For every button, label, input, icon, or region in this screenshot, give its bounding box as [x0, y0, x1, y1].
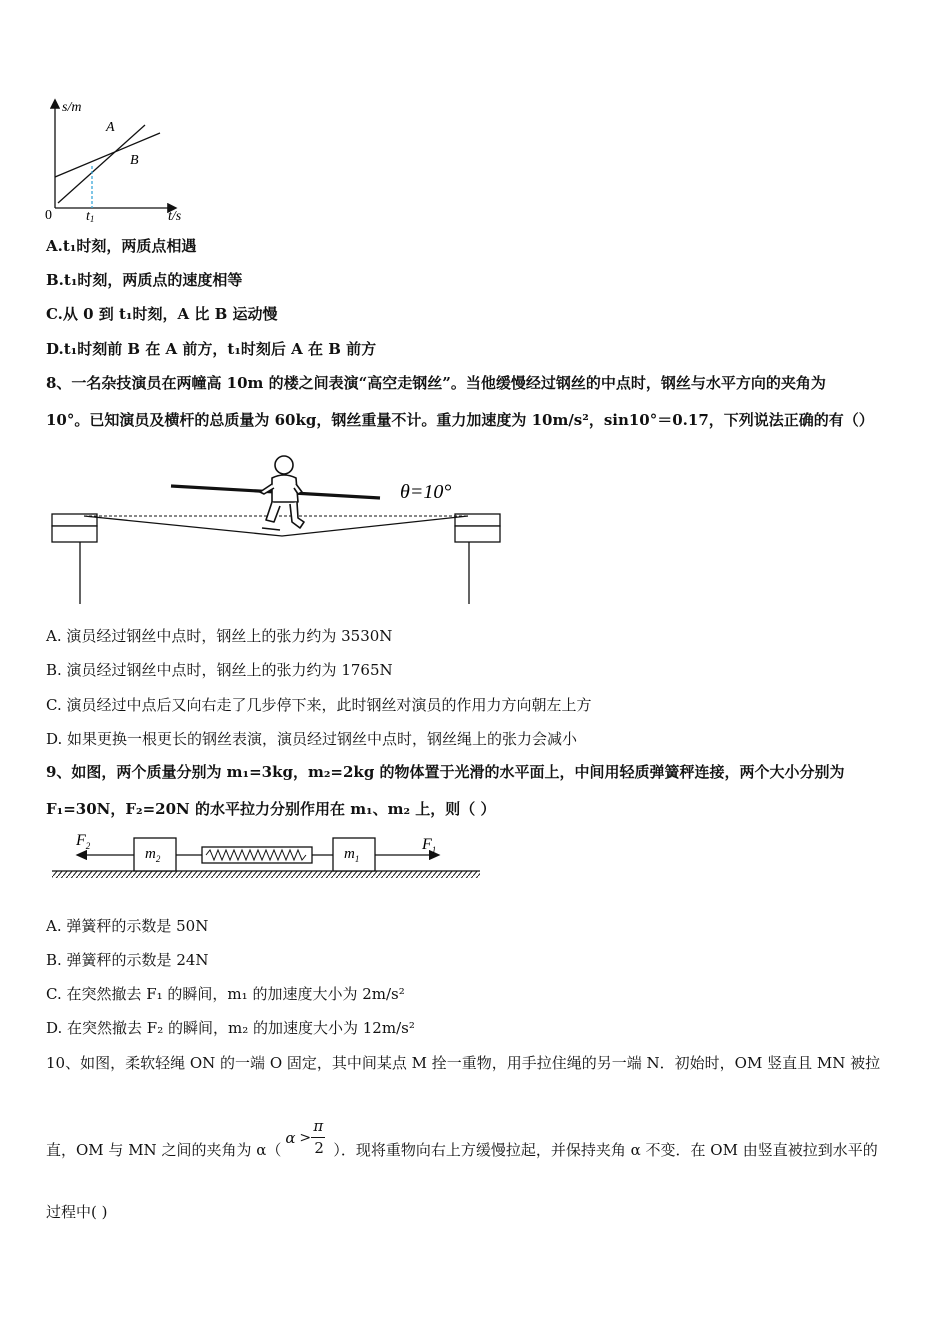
spring-figure: [48, 828, 484, 884]
q10-stem-line1: 10、如图，柔软轻绳 ON 的一端 O 固定，其中间某点 M 拴一重物，用手拉住绳的另一端 N．初始时，OM 竖直且 MN 被拉: [46, 1054, 881, 1072]
q10-line2-post: ）．现将重物向右上方缓慢拉起，并保持夹角 α 不变．在 OM 由竖直被拉到水平的: [333, 1141, 878, 1159]
q10-two: 2: [314, 1139, 324, 1157]
q10-pi: π: [313, 1117, 324, 1135]
q10-fraction: [281, 1117, 333, 1160]
f1-label: $F_1$: [422, 836, 437, 855]
q8-option-a: A. 演员经过钢丝中点时，钢丝上的张力约为 3530N: [46, 627, 393, 645]
q10-stem-line3: 过程中( ): [46, 1203, 108, 1221]
y-axis-label: s/m: [62, 100, 82, 115]
m2-label: $m_2$: [145, 846, 161, 864]
q9-option-a: A. 弹簧秤的示数是 50N: [46, 917, 209, 935]
steel-wire: [84, 516, 468, 536]
right-building-ledge: [455, 526, 500, 542]
f2-label: $F_2$: [76, 832, 91, 851]
left-building-ledge: [52, 526, 97, 542]
q7-option-c: C.从 0 到 t₁时刻，A 比 B 运动慢: [46, 305, 278, 323]
ground-hatch: [52, 871, 480, 878]
q7-option-b: B.t₁时刻，两质点的速度相等: [46, 271, 243, 289]
q9-option-b: B. 弹簧秤的示数是 24N: [46, 951, 209, 969]
line-b: [55, 133, 160, 177]
q8-option-c: C. 演员经过中点后又向右走了几步停下来，此时钢丝对演员的作用力方向朝左上方: [46, 696, 592, 714]
tightrope-figure: [48, 448, 508, 610]
q8-option-d: D. 如果更换一根更长的钢丝表演，演员经过钢丝中点时，钢丝绳上的张力会减小: [46, 730, 578, 748]
q9-stem-line2: F₁=30N，F₂=20N 的水平拉力分别作用在 m₁、m₂ 上，则（ ）: [46, 800, 496, 818]
origin-label: 0: [45, 208, 52, 223]
q8-stem-line1: 8、一名杂技演员在两幢高 10m 的楼之间表演“高空走钢丝”。当他缓慢经过钢丝的中点时，钢丝与水平方向的夹角为: [46, 374, 826, 392]
q10-gt: >: [299, 1130, 312, 1146]
q10-line2-pre: 直，OM 与 MN 之间的夹角为 α（: [46, 1141, 282, 1159]
q9-stem-line1: 9、如图，两个质量分别为 m₁=3kg，m₂=2kg 的物体置于光滑的水平面上，中间用轻质弹簧秤连接，两个大小分别为: [46, 763, 845, 781]
m1-label: $m_1$: [344, 846, 360, 864]
q7-option-a: A.t₁时刻，两质点相遇: [46, 237, 197, 255]
q7-option-d: D.t₁时刻前 B 在 A 前方，t₁时刻后 A 在 B 前方: [46, 340, 377, 358]
angle-label: θ=10°: [400, 481, 452, 503]
q8-stem-line2: 10°。已知演员及横杆的总质量为 60kg，钢丝重量不计。重力加速度为 10m/s²，sin10°＝0.17，下列说法正确的有（）: [46, 411, 874, 429]
q9-option-d: D. 在突然撤去 F₂ 的瞬间，m₂ 的加速度大小为 12m/s²: [46, 1019, 415, 1037]
x-axis-label: t/s: [168, 209, 182, 224]
q10-stem-line2: [46, 1117, 878, 1160]
line-a-label: A: [106, 120, 115, 135]
q8-option-b: B. 演员经过钢丝中点时，钢丝上的张力约为 1765N: [46, 661, 393, 679]
st-graph-figure: [40, 95, 200, 230]
line-b-label: B: [130, 153, 139, 168]
q10-alpha: α: [285, 1129, 296, 1147]
performer: [260, 456, 304, 530]
t1-label: t1: [86, 209, 95, 224]
q9-option-c: C. 在突然撤去 F₁ 的瞬间，m₁ 的加速度大小为 2m/s²: [46, 985, 405, 1003]
